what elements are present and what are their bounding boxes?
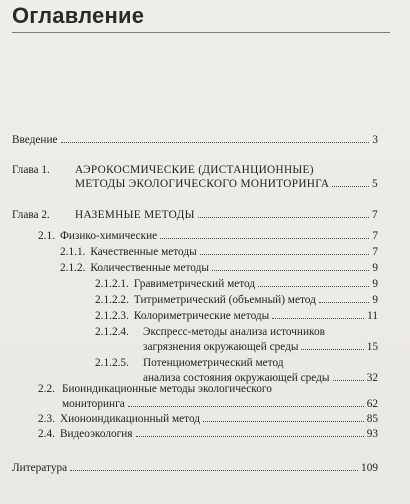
toc-entry-introduction [12, 134, 378, 147]
toc-entry-chapter-2 [75, 209, 378, 222]
section-number: 2.1.1. [60, 246, 86, 258]
toc-page-number: 32 [366, 372, 378, 384]
section-number: 2.1.2.5. [95, 357, 129, 369]
section-number: 2.1.2.1. [95, 278, 129, 290]
chapter-1-title-line1: АЭРОКОСМИЧЕСКИЕ (ДИСТАНЦИОННЫЕ) [75, 164, 314, 176]
toc-entry-2-1-1 [60, 246, 378, 259]
toc-entry-2-1 [38, 230, 378, 243]
section-number: 2.1.2.4. [95, 326, 129, 338]
toc-page-number: 7 [372, 209, 378, 221]
toc-entry-2-2 [62, 398, 378, 411]
title-rule [12, 32, 390, 33]
chapter-1-title-line2: МЕТОДЫ ЭКОЛОГИЧЕСКОГО МОНИТОРИНГА [75, 178, 330, 190]
toc-page-number: 62 [366, 398, 378, 410]
dot-leader [319, 302, 370, 303]
dot-leader [136, 436, 364, 437]
toc-page-number: 9 [372, 262, 378, 274]
section-number: 2.2. [38, 383, 55, 395]
section-number: 2.1.2.2. [95, 294, 129, 306]
dot-leader [200, 254, 370, 255]
toc-page-number: 9 [372, 278, 378, 290]
toc-entry-2-1-2 [60, 262, 378, 275]
toc-entry-label: Хионоиндикационный метод [59, 413, 201, 425]
toc-entry-2-2-line1: Биоиндикационные методы экологического [62, 383, 272, 395]
toc-entry-literature [12, 462, 378, 475]
dot-leader [301, 349, 363, 350]
toc-page-number: 85 [366, 413, 378, 425]
chapter-2-title: НАЗЕМНЫЕ МЕТОДЫ [75, 209, 195, 221]
dot-leader [203, 421, 364, 422]
chapter-1-number: Глава 1. [12, 164, 50, 176]
dot-leader [128, 406, 364, 407]
toc-entry-chapter-1 [75, 178, 378, 191]
toc-entry-label: Количественные методы [90, 262, 209, 274]
toc-entry-label: Литература [12, 462, 68, 474]
toc-entry-label: Качественные методы [90, 246, 197, 258]
toc-page-number: 3 [372, 134, 378, 146]
section-number: 2.4. [38, 428, 55, 440]
toc-entry-label: Введение [12, 134, 58, 146]
toc-entry-label: Титриметрический (объемный) метод [133, 294, 316, 306]
dot-leader [258, 286, 369, 287]
toc-page-number: 7 [372, 230, 378, 242]
toc-entry-label: Физико-химические [59, 230, 158, 242]
toc-page-number: 15 [366, 341, 378, 353]
toc-entry-2-1-2-5-line1: Потенциометрический метод [143, 357, 284, 369]
toc-entry-2-2-line2: мониторинга [62, 398, 125, 410]
toc-page-number: 7 [372, 246, 378, 258]
dot-leader [332, 186, 369, 187]
section-number: 2.1.2.3. [95, 310, 129, 322]
chapter-2-number: Глава 2. [12, 209, 50, 221]
section-number: 2.3. [38, 413, 55, 425]
dot-leader [70, 470, 358, 471]
dot-leader [272, 318, 364, 319]
toc-entry-2-1-2-4-line1: Экспресс-методы анализа источников [143, 326, 325, 338]
toc-page-number: 5 [372, 178, 378, 190]
dot-leader [198, 217, 369, 218]
dot-leader [333, 380, 364, 381]
toc-page-number: 93 [366, 428, 378, 440]
toc-entry-2-3 [38, 413, 378, 426]
toc-page-number: 9 [372, 294, 378, 306]
toc-entry-label: Гравиметрический метод [133, 278, 256, 290]
toc-page-number: 11 [367, 310, 378, 322]
toc-entry-2-1-2-4-line2: загрязнения окружающей среды [143, 341, 299, 353]
section-number: 2.1.2. [60, 262, 86, 274]
page-title: Оглавление [12, 3, 145, 28]
toc-entry-label: Колориметрические методы [133, 310, 270, 322]
toc-entry-2-1-2-5-line2: анализа состояния окружающей среды [143, 372, 330, 384]
toc-page-number: 109 [361, 462, 378, 474]
toc-entry-label: Видеоэкология [59, 428, 133, 440]
toc-entry-2-1-2-2 [95, 294, 378, 307]
toc-entry-2-4 [38, 428, 378, 441]
toc-entry-2-1-2-4 [143, 341, 378, 354]
dot-leader [160, 238, 369, 239]
dot-leader [212, 270, 369, 271]
toc-entry-2-1-2-1 [95, 278, 378, 291]
section-number: 2.1. [38, 230, 55, 242]
toc-entry-2-1-2-3 [95, 310, 378, 323]
dot-leader [61, 142, 370, 143]
